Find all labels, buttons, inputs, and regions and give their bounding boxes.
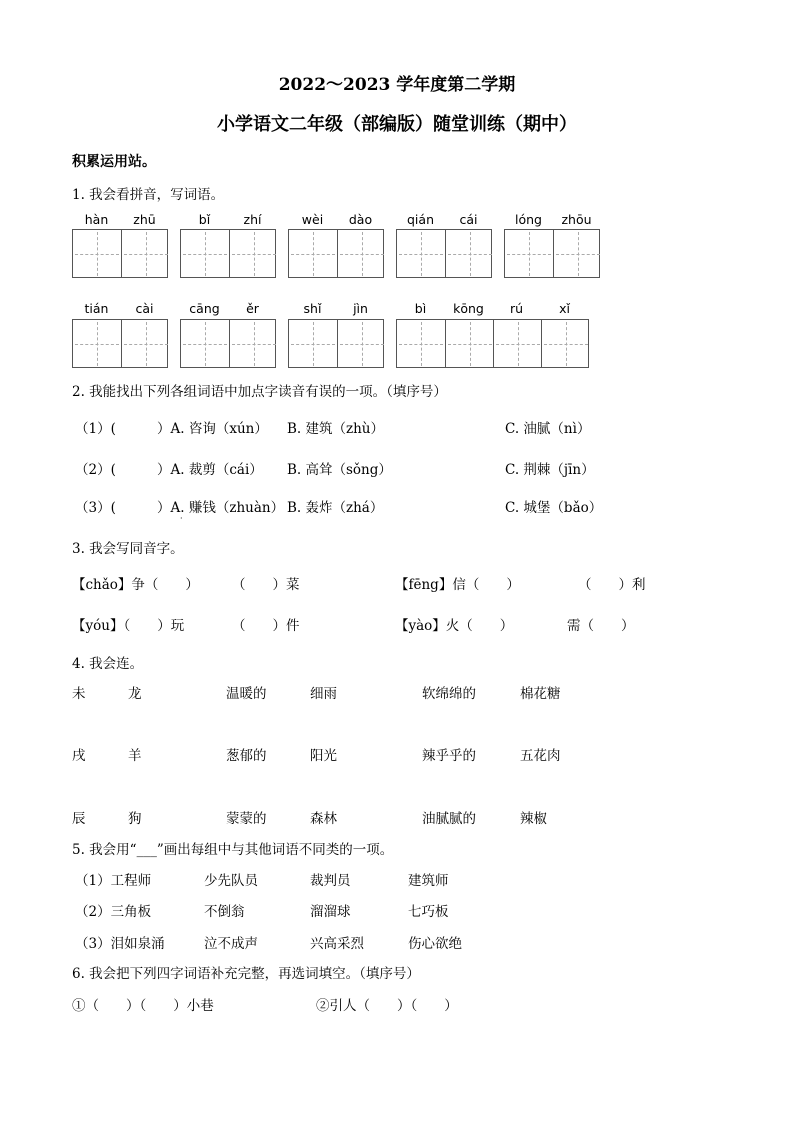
group-word: （2）三角板	[75, 904, 152, 920]
match-word: 羊	[128, 748, 142, 764]
group-word: （3）泪如泉涌	[75, 936, 165, 952]
q2-row-number: （1）(	[75, 421, 116, 437]
match-word: 棉花糖	[520, 686, 561, 702]
group-word: 七巧板	[408, 904, 449, 920]
grid-cell[interactable]	[493, 320, 542, 368]
pinyin-label: bì	[414, 301, 427, 316]
pinyin-label: ěr	[246, 301, 259, 316]
group-word: （1）工程师	[75, 873, 152, 889]
group-word: 不倒翁	[204, 904, 245, 920]
pinyin-label: wèi	[301, 212, 324, 227]
match-word: 葱郁的	[226, 748, 267, 764]
match-word: 辰	[72, 811, 86, 827]
grid-cell[interactable]	[553, 230, 602, 278]
match-word: 五花肉	[520, 748, 561, 764]
grid-cell[interactable]	[445, 230, 494, 278]
question-4-label: 4. 我会连。	[72, 656, 144, 672]
match-word: 软绵绵的	[422, 686, 476, 702]
section-heading: 积累运用站。	[72, 154, 156, 170]
q3-item: 【chǎo】争（ ）	[72, 577, 199, 593]
question-1-label: 1. 我会看拼音，写词语。	[72, 187, 225, 203]
match-word: 戌	[72, 748, 86, 764]
match-word: 辣椒	[520, 811, 547, 827]
q2-option-b: B. 建筑（zhù）	[287, 421, 385, 437]
pinyin-label: qián	[407, 212, 434, 227]
q2-option-b: B. 高耸（sǒng）	[287, 462, 392, 478]
q2-option-b: B. 轰炸（zhá）	[287, 500, 384, 516]
match-word: 辣乎乎的	[422, 748, 476, 764]
grid-cell[interactable]	[397, 320, 445, 368]
emphasis-dot: ·	[180, 514, 183, 523]
group-word: 少先队员	[204, 873, 258, 889]
pinyin-label: kōng	[453, 301, 484, 316]
match-word: 温暖的	[226, 686, 267, 702]
grid-cell[interactable]	[181, 230, 229, 278]
grid-cell[interactable]	[541, 320, 590, 368]
q2-option-a: ）A. 赚钱（zhuàn）	[157, 500, 285, 516]
pinyin-label: hàn	[84, 212, 109, 227]
match-word: 油腻腻的	[422, 811, 476, 827]
match-word: 龙	[128, 686, 142, 702]
pinyin-label: zhū	[133, 212, 156, 227]
group-word: 建筑师	[408, 873, 449, 889]
q2-row-number: （3）(	[75, 500, 116, 516]
writing-box	[72, 319, 168, 368]
q2-option-a: ）A. 咨询（xún）	[157, 421, 268, 437]
q2-option-a: ）A. 裁剪（cái）	[157, 462, 263, 478]
grid-cell[interactable]	[397, 230, 445, 278]
q2-option-c: C. 城堡（bǎo）	[505, 500, 603, 516]
writing-box	[288, 319, 384, 368]
match-word: 狗	[128, 811, 142, 827]
group-word: 泣不成声	[204, 936, 258, 952]
q3-item: 【yào】火（ ）	[395, 618, 514, 634]
match-word: 森林	[310, 811, 337, 827]
pinyin-label: cài	[135, 301, 154, 316]
grid-cell[interactable]	[445, 320, 494, 368]
grid-cell[interactable]	[121, 230, 170, 278]
group-word: 兴高采烈	[310, 936, 364, 952]
pinyin-label: jìn	[353, 301, 368, 316]
writing-box	[180, 229, 276, 278]
q6-item-1: ①（ ）（ ）小巷	[72, 998, 214, 1014]
grid-cell[interactable]	[289, 230, 337, 278]
pinyin-label: xǐ	[559, 301, 570, 316]
grid-cell[interactable]	[73, 230, 121, 278]
match-word: 蒙蒙的	[226, 811, 267, 827]
writing-box	[180, 319, 276, 368]
q3-item: 【yóu】（ ）玩	[72, 618, 185, 634]
pinyin-label: lóng	[515, 212, 542, 227]
grid-cell[interactable]	[181, 320, 229, 368]
pinyin-label: bǐ	[198, 212, 211, 227]
pinyin-label: zhí	[243, 212, 262, 227]
question-5-label: 5. 我会用“___”画出每组中与其他词语不同类的一项。	[72, 842, 394, 858]
q6-item-2: ②引人（ ）（ ）	[316, 998, 458, 1014]
grid-cell[interactable]	[337, 230, 386, 278]
writing-box	[396, 229, 492, 278]
question-2-label: 2. 我能找出下列各组词语中加点字读音有误的一项。（填序号）	[72, 384, 447, 400]
group-word: 溜溜球	[310, 904, 351, 920]
grid-cell[interactable]	[229, 230, 278, 278]
pinyin-label: dào	[348, 212, 373, 227]
page-subtitle: 小学语文二年级（部编版）随堂训练（期中）	[217, 114, 577, 135]
writing-box	[288, 229, 384, 278]
pinyin-label: tián	[84, 301, 109, 316]
question-3-label: 3. 我会写同音字。	[72, 541, 184, 557]
q3-item: （ ）菜	[232, 577, 300, 593]
match-word: 细雨	[310, 686, 337, 702]
pinyin-label: cái	[459, 212, 478, 227]
writing-box	[396, 319, 589, 368]
writing-box	[72, 229, 168, 278]
pinyin-label: shǐ	[303, 301, 322, 316]
q3-item: （ ）利	[578, 577, 646, 593]
page-title: 2022～2023 学年度第二学期	[278, 75, 516, 95]
q2-option-c: C. 荆棘（jīn）	[505, 462, 595, 478]
grid-cell[interactable]	[337, 320, 386, 368]
q2-option-c: C. 油腻（nì）	[505, 421, 591, 437]
grid-cell[interactable]	[73, 320, 121, 368]
q3-item: （ ）件	[232, 618, 300, 634]
grid-cell[interactable]	[289, 320, 337, 368]
group-word: 伤心欲绝	[408, 936, 462, 952]
writing-box	[504, 229, 600, 278]
q3-item: 【fēng】信（ ）	[395, 577, 520, 593]
grid-cell[interactable]	[229, 320, 278, 368]
q3-item: 需（ ）	[567, 618, 635, 634]
pinyin-label: rú	[509, 301, 524, 316]
pinyin-label: zhōu	[561, 212, 592, 227]
grid-cell[interactable]	[505, 230, 553, 278]
pinyin-label: cāng	[189, 301, 220, 316]
grid-cell[interactable]	[121, 320, 170, 368]
match-word: 未	[72, 686, 86, 702]
q2-row-number: （2）(	[75, 462, 116, 478]
match-word: 阳光	[310, 748, 337, 764]
question-6-label: 6. 我会把下列四字词语补充完整，再选词填空。（填序号）	[72, 966, 420, 982]
group-word: 裁判员	[310, 873, 351, 889]
